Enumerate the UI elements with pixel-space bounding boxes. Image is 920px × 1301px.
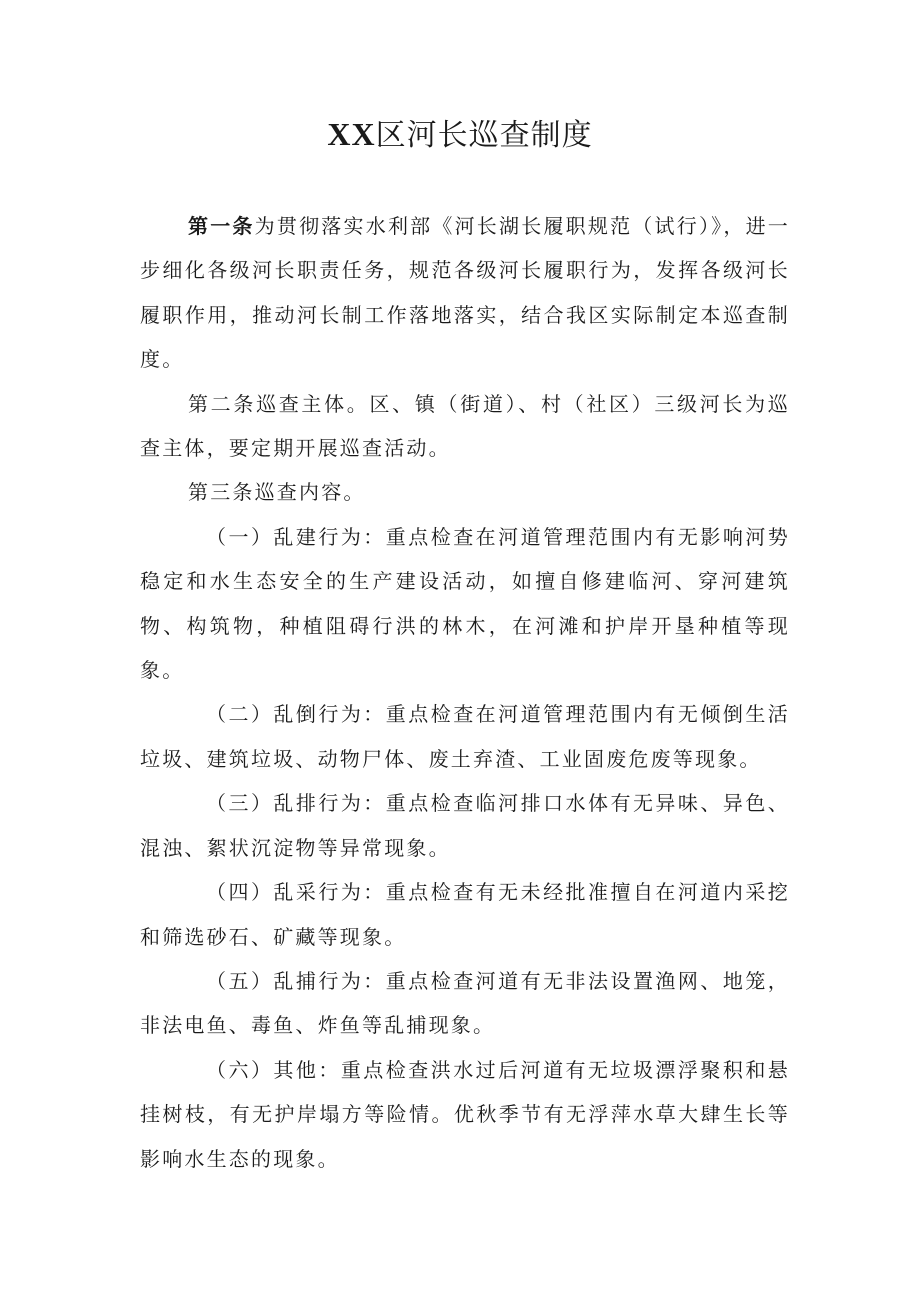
article-2 (140, 382, 790, 471)
document-title (0, 112, 920, 158)
article-2-text: 巡查主体。区、镇（街道）、村（社区）三级河长为巡查主体，要定期开展巡查活动。 (140, 391, 790, 461)
article-1-text: 为贯彻落实水利部《河长湖长履职规范（试行）》，进一步细化各级河长职责任务，规范各级河长履职行为，发挥各级河长履职作用，推动河长制工作落地落实，结合我区实际制定本巡查制度。 (140, 214, 791, 372)
article-3-text: 巡查内容。 (254, 480, 366, 505)
article-2-lead: 第二条 (188, 391, 257, 416)
item-3: （三）乱排行为：重点检查临河排口水体有无异味、异色、混浊、絮状沉淀物等异常现象。 (140, 791, 790, 860)
article-3-lead: 第三条 (188, 480, 255, 505)
article-3 (140, 470, 790, 514)
item-2: （二）乱倒行为：重点检查在河道管理范围内有无倾倒生活垃圾、建筑垃圾、动物尸体、废土弃渣、工业固废危废等现象。 (140, 702, 790, 771)
article-1-lead: 第一条 (188, 214, 255, 238)
title-prefix: XX (327, 116, 376, 152)
item-6: （六）其他：重点检查洪水过后河道有无垃圾漂浮聚积和悬挂树枝，有无护岸塌方等险情。优秋季节有无浮萍水草大肆生长等影响水生态的现象。 (140, 1057, 790, 1171)
item-5: （五）乱捕行为：重点检查河道有无非法设置渔网、地笼，非法电鱼、毒鱼、炸鱼等乱捕现象。 (140, 968, 790, 1038)
article-1 (140, 204, 790, 382)
title-text: 区河长巡查制度 (375, 118, 593, 153)
item-4: （四）乱采行为：重点检查有无未经批准擅自在河道内采挖和筛选砂石、矿藏等现象。 (140, 880, 790, 949)
item-1: （一）乱建行为：重点检查在河道管理范围内有无影响河势稳定和水生态安全的生产建设活动，如擅自修建临河、穿河建筑物、构筑物，种植阻碍行洪的林木，在河滩和护岸开垦种植等现象。 (140, 524, 790, 683)
document-body (140, 204, 790, 1181)
